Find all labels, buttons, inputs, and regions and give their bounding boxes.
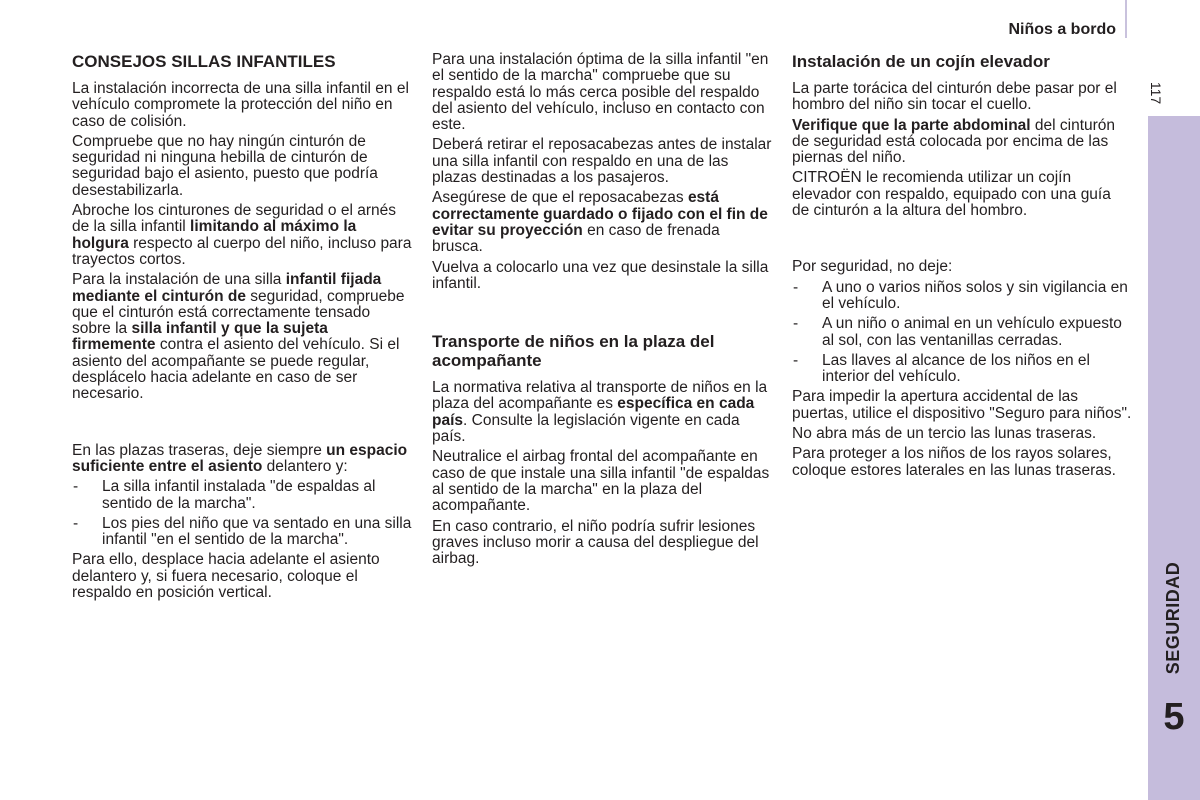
paragraph bbox=[432, 190, 772, 255]
paragraph bbox=[72, 272, 412, 402]
paragraph: Para ello, desplace hacia adelante el asiento delantero y, si fuera necesario, coloque el respaldo en posición vertical. bbox=[72, 551, 380, 602]
text-span: Asegúrese de que el reposacabezas bbox=[432, 189, 688, 207]
text-span: en caso de frenada brusca. bbox=[432, 221, 720, 256]
paragraph bbox=[792, 118, 1132, 167]
paragraph: Para una instalación óptima de la silla infantil "en el sentido de la marcha" compruebe que su respaldo está lo más cerca posible del respaldo del asiento del vehículo, incluso en contacto con este. bbox=[432, 51, 769, 134]
text-span: del cinturón de seguridad está colocada por encima de las piernas del niño. bbox=[792, 116, 1116, 167]
paragraph: En caso contrario, el niño podría sufrir lesiones graves incluso morir a causa del despliegue del airbag. bbox=[432, 517, 759, 568]
paragraph: Para impedir la apertura accidental de las puertas, utilice el dispositivo "Seguro para niños". bbox=[792, 388, 1132, 422]
list-item: - A uno o varios niños solos y sin vigilancia en el vehículo. bbox=[792, 280, 1132, 313]
bullet-list bbox=[72, 479, 412, 548]
emphasis-text: un espacio suficiente entre el asiento bbox=[72, 441, 408, 475]
paragraph: Por seguridad, no deje: bbox=[792, 258, 953, 276]
text-span: seguridad, compruebe que el cinturón está correctamente tensado sobre la bbox=[72, 287, 405, 338]
list-item: - Las llaves al alcance de los niños en el interior del vehículo. bbox=[792, 353, 1132, 386]
paragraph bbox=[72, 203, 412, 268]
paragraph: Deberá retirar el reposacabezas antes de instalar una silla infantil con respaldo en una de las plazas destinadas a los pasajeros. bbox=[432, 136, 772, 187]
text-span: Abroche los cinturones de seguridad o el arnés de la silla infantil bbox=[72, 202, 396, 236]
chapter-label: SEGURIDAD bbox=[1162, 561, 1183, 675]
paragraph: Compruebe que no hay ningún cinturón de seguridad ni ninguna hebilla de cinturón de seguridad bajo el asiento, puesto que podría desestabilizarla. bbox=[72, 132, 378, 199]
text-span: En las plazas traseras, deje siempre bbox=[72, 441, 327, 459]
section-heading-front-passenger: Transporte de niños en la plaza del acompañante bbox=[432, 332, 715, 371]
paragraph: CITROËN le recomienda utilizar un cojín elevador con respaldo, equipado con una guía de cinturón a la altura del hombro. bbox=[792, 169, 1111, 220]
text-span: contra el asiento del vehículo. Si el asiento del acompañante se puede regular, desplácelo hacia adelante en caso de ser necesario. bbox=[72, 336, 400, 403]
text-span: delantero y: bbox=[262, 457, 348, 475]
page-number: 117 bbox=[1148, 81, 1164, 105]
section-header-title: Niños a bordo bbox=[1008, 21, 1116, 38]
list-item: - A un niño o animal en un vehículo expuesto al sol, con las ventanillas cerradas. bbox=[792, 316, 1132, 349]
column-left bbox=[72, 52, 412, 605]
section-heading-child-seat-advice: CONSEJOS SILLAS INFANTILES bbox=[72, 52, 336, 71]
emphasis-text: infantil fijada mediante el cinturón de bbox=[72, 271, 382, 305]
paragraph bbox=[72, 443, 412, 476]
paragraph bbox=[432, 380, 772, 445]
paragraph: Para proteger a los niños de los rayos solares, coloque estores laterales en las lunas traseras. bbox=[792, 445, 1116, 479]
paragraph: La instalación incorrecta de una silla infantil en el vehículo compromete la protección del niño en caso de colisión. bbox=[72, 80, 409, 130]
column-right bbox=[792, 52, 1132, 483]
emphasis-text: está correctamente guardado o fijado con el fin de evitar su proyección bbox=[432, 189, 768, 239]
column-middle bbox=[432, 52, 772, 571]
text-span: Para la instalación de una silla bbox=[72, 271, 286, 289]
emphasis-text: Verifique que la parte abdominal bbox=[792, 116, 1031, 134]
text-span: . Consulte la legislación vigente en cada país. bbox=[432, 411, 740, 446]
section-heading-booster-cushion: Instalación de un cojín elevador bbox=[792, 52, 1050, 71]
chapter-number: 5 bbox=[1163, 696, 1185, 738]
emphasis-text: silla infantil y que la sujeta firmemente bbox=[72, 320, 328, 354]
emphasis-text: específica en cada país bbox=[432, 395, 755, 429]
paragraph: Vuelva a colocarlo una vez que desinstale la silla infantil. bbox=[432, 258, 769, 292]
bullet-list bbox=[792, 280, 1132, 386]
text-span: respecto al cuerpo del niño, incluso para trayectos cortos. bbox=[72, 234, 412, 268]
text-span: La normativa relativa al transporte de niños en la plaza del acompañante es bbox=[432, 379, 768, 413]
paragraph: Neutralice el airbag frontal del acompañante en caso de que instale una silla infantil "de espaldas al sentido de la marcha" en la plaza del acompañante. bbox=[432, 448, 770, 515]
list-item: - La silla infantil instalada "de espaldas al sentido de la marcha". bbox=[72, 479, 412, 512]
paragraph: No abra más de un tercio las lunas traseras. bbox=[792, 425, 1097, 443]
list-item: - Los pies del niño que va sentado en una silla infantil "en el sentido de la marcha". bbox=[72, 516, 412, 549]
header-divider bbox=[1125, 0, 1127, 38]
emphasis-text: limitando al máximo la holgura bbox=[72, 218, 357, 252]
paragraph: La parte torácica del cinturón debe pasar por el hombro del niño sin tocar el cuello. bbox=[792, 80, 1117, 114]
